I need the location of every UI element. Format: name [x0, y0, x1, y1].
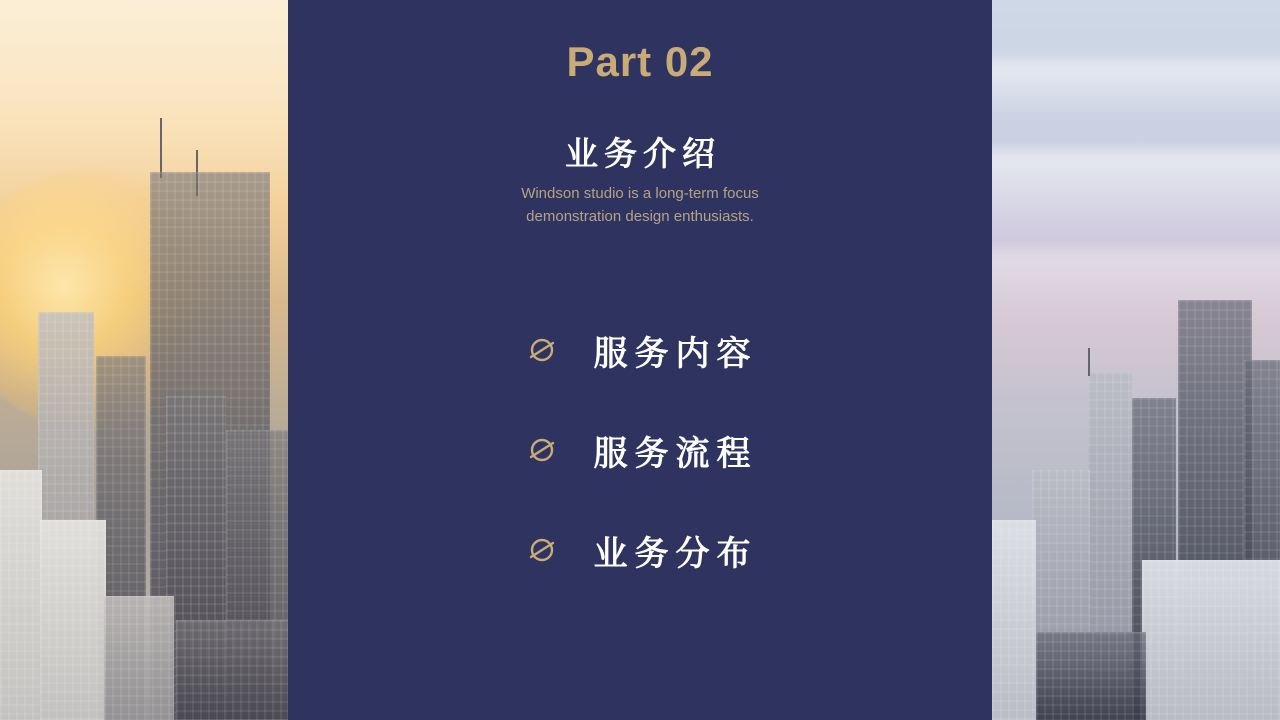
window-grid	[104, 596, 174, 720]
window-grid	[0, 470, 42, 720]
window-grid	[1036, 632, 1146, 720]
saturn-ring-icon	[523, 531, 561, 569]
building-silhouette	[104, 596, 174, 720]
window-grid	[1142, 560, 1280, 720]
left-city-photo	[0, 0, 288, 720]
saturn-ring-icon	[523, 331, 561, 369]
agenda-item-1[interactable]	[288, 300, 992, 400]
section-subtitle	[288, 182, 992, 229]
building-silhouette	[1142, 560, 1280, 720]
antenna-spire	[1088, 348, 1090, 376]
building-silhouette	[40, 520, 106, 720]
part-number-label: Part 02	[566, 38, 714, 85]
window-grid	[992, 520, 1036, 720]
center-content-panel	[288, 0, 992, 720]
cloud-band	[992, 150, 1280, 240]
agenda-item-label: 服务内容	[593, 334, 758, 373]
subtitle-line-2: demonstration design enthusiasts.	[526, 208, 754, 226]
agenda-list	[288, 300, 992, 600]
agenda-item-label: 业务分布	[593, 534, 758, 573]
right-city-photo	[992, 0, 1280, 720]
agenda-item-3[interactable]	[288, 500, 992, 600]
saturn-ring-icon	[523, 431, 561, 469]
section-title: 业务介绍	[565, 135, 721, 172]
agenda-item-2[interactable]	[288, 400, 992, 500]
agenda-item-label: 服务流程	[593, 434, 758, 473]
building-silhouette	[176, 620, 288, 720]
subtitle-line-1: Windson studio is a long-term focus	[521, 185, 759, 202]
building-silhouette	[992, 520, 1036, 720]
building-silhouette	[1036, 632, 1146, 720]
building-silhouette	[0, 470, 42, 720]
window-grid	[176, 620, 288, 720]
cloud-band	[992, 60, 1280, 120]
window-grid	[40, 520, 106, 720]
antenna-spire	[160, 118, 162, 178]
